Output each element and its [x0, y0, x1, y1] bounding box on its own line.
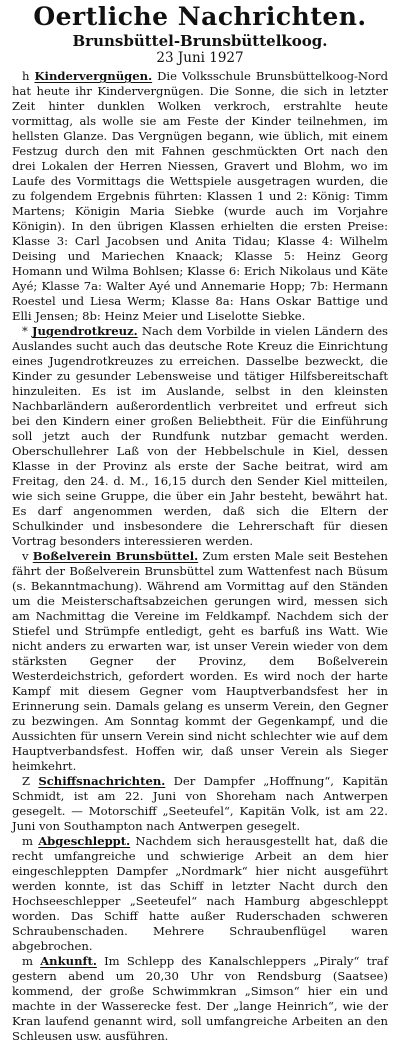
- article-headline: Abgeschleppt.: [38, 834, 131, 848]
- dateline-place: Brunsbüttel-Brunsbüttelkoog.: [72, 32, 328, 50]
- article-body: Nach dem Vorbilde in vielen Ländern des Auslandes sucht auch das deutsche Rote Kreuz die Einrichtung eines Jugendrotkreuzes zu erreichen. Dasselbe bezweckt, die Kinder zu gesunder Lebensweise und tätiger Hilfsbereitschaft hinzuleiten. Es ist im Auslande, selbst in den kleinsten Nachbarländern außerordentlich verbreitet und erfreut sich bei den Kindern einer großen Beliebtheit. Für die Einführung soll jetzt auch der Rundfunk nutzbar gemacht werden. Oberschullehrer Laß von der Hebbelschule in Kiel, dessen Klasse in der Provinz als erste der Sache beitrat, wird am Freitag, den 24. d. M., 16,15 durch den Sender Kiel mitteilen, wie sich seine Gruppe, die über ein Jahr besteht, bewährt hat. Es darf angenommen werden, daß sich die Eltern der Schulkinder und insbesondere die Lehrerschaft für diesen Vortrag besonders interessieren werden.: [12, 324, 389, 548]
- article-body: Zum ersten Male seit Bestehen fährt der Boßelverein Brunsbüttel zum Wattenfest nach Büsum (s. Bekanntmachung). Während am Vormittag auf den Ständen um die Meisterschaftsabzeichen gerungen wird, messen sich am Nachmittag die Vereine im Feldkampf. Nachdem sich der Stiefel und Strümpfe entledigt, geht es barfuß ins Watt. Wie nicht anders zu erwarten war, ist unser Verein wieder von dem stärksten Gegner der Provinz, dem Boßelverein Westerdeichstrich, gefordert worden. Es wird noch der harte Kampf mit diesem Gegner vom Hauptverbandsfest her in Erinnerung sein. Damals gelang es unserm Verein, den Gegner zu bezwingen. Am Sonntag kommt der Gegenkampf, und die Aussichten für unsern Verein sind nicht schlechter wie auf dem Hauptverbandsfest. Hoffen wir, daß unser Verein als Sieger heimkehrt.: [12, 549, 389, 773]
- article-kindervergnuegen: [12, 69, 388, 324]
- article-mark: m: [22, 954, 33, 968]
- article-jugendrotkreuz: [12, 324, 388, 549]
- article-mark: v: [22, 549, 29, 563]
- article-body: Im Schlepp des Kanalschleppers „Piraly“ traf gestern abend um 20,30 Uhr von Rendsburg (Saatsee) kommend, der große Schwimmkran „Simson“ hier ein und machte in der Wasserecke fest. Der „lange Heinrich“, wie der Kran laufend genannt wird, soll umfangreiche Arbeiten an den Schleusen usw. ausführen.: [12, 954, 388, 1043]
- article-bosselverein: [12, 549, 388, 774]
- article-headline: Schiffsnachrichten.: [38, 774, 166, 788]
- article-body: Die Volksschule Brunsbüttelkoog-Nord hat heute ihr Kindervergnügen. Die Sonne, die sich in letzter Zeit hinter dunklen Wolken verkroch, erstrahlte heute vormittag, als wolle sie am Feste der Kinder teilnehmen, im hellsten Glanze. Das Vergnügen begann, wie üblich, mit einem Festzug durch den mit Fahnen geschmückten Ort nach den drei Lokalen der Herren Niessen, Gravert und Blohm, wo im Laufe des Vormittags die Wettspiele ausgetragen wurden, die zu folgendem Ergebnis führten: Klassen 1 und 2: König: Timm Martens; Königin Maria Siebke (wurde auch im Vorjahre Königin). In den übrigen Klassen erhielten die ersten Preise: Klasse 3: Carl Jacobsen und Anita Tidau; Klasse 4: Wilhelm Deising und Mariechen Knaack; Klasse 5: Heinz Georg Homann und Wilma Bohlsen; Klasse 6: Erich Nikolaus und Käte Ayé; Klasse 7a: Walter Ayé und Annemarie Hopp; 7b: Hermann Roestel und Liesa Werm; Klasse 8a: Hans Oskar Battige und Elli Jensen; 8b: Heinz Meier und Liselotte Siebke.: [12, 69, 389, 323]
- article-ankunft: [12, 954, 388, 1044]
- article-headline: Jugendrotkreuz.: [31, 324, 138, 338]
- article-mark: h: [22, 69, 30, 83]
- section-title: Oertliche Nachrichten.: [33, 2, 367, 31]
- article-body: Nachdem sich herausgestellt hat, daß die recht umfangreiche und schwierige Arbeit an dem hier eingeschleppten Dampfer „Nordmark“ hier nicht ausgeführt werden konnte, ist das Schiff in letzter Nacht durch den Hochseeschlepper „Seeteufel“ nach Hamburg abgeschleppt worden. Das Schiff hatte außer Ruderschaden schweren Schraubenschaden. Mehrere Schraubenflügel waren abgebrochen.: [12, 834, 389, 953]
- article-abgeschleppt: [12, 834, 388, 954]
- article-headline: Kindervergnügen.: [34, 69, 153, 83]
- article-headline: Boßelverein Brunsbüttel.: [32, 549, 199, 563]
- article-mark: m: [22, 834, 33, 848]
- article-mark: *: [22, 324, 28, 338]
- article-mark: Z: [22, 774, 31, 788]
- dateline-date: 23 Juni 1927: [156, 50, 244, 66]
- article-body: Der Dampfer „Hoffnung“, Kapitän Schmidt, ist am 22. Juni von Shoreham nach Antwerpen gesegelt. — Motorschiff „Seeteufel“, Kapitän Volk, ist am 22. Juni von Southampton nach Antwerpen gesegelt.: [12, 774, 388, 833]
- article-headline: Ankunft.: [40, 954, 97, 968]
- article-schiffsnachrichten: [12, 774, 388, 834]
